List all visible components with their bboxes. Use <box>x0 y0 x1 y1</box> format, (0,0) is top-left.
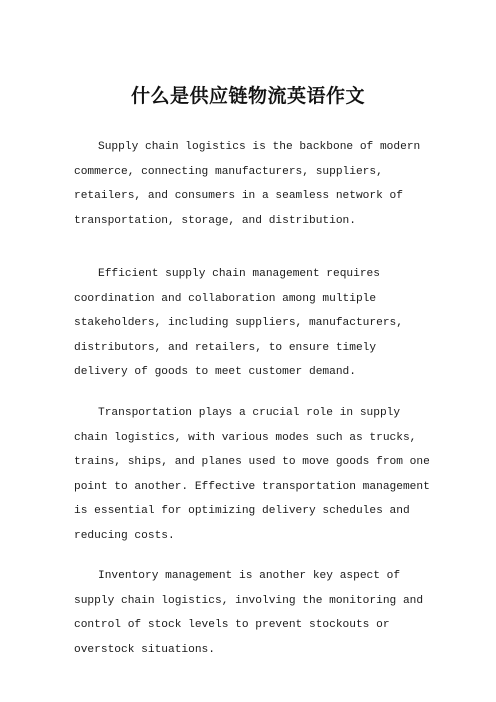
paragraph-3: Transportation plays a crucial role in supply chain logistics, with various modes such as trucks, trains, ships, and planes used to move goods from one point to another. Effective transportation management is essential for optimizing delivery schedules and reducing costs. <box>74 407 430 542</box>
paragraph-1: Supply chain logistics is the backbone of modern commerce, connecting manufacturers, suppliers, retailers, and consumers in a seamless network of transportation, storage, and distribution. <box>74 141 421 227</box>
paragraph-2: Efficient supply chain management requires coordination and collaboration among multiple stakeholders, including suppliers, manufacturers, distributors, and retailers, to ensure timely delivery of goods to meet customer demand. <box>74 268 403 379</box>
paragraph-4: Inventory management is another key aspect of supply chain logistics, involving the monitoring and control of stock levels to prevent stockouts or overstock situations. <box>74 570 424 656</box>
document-title: 什么是供应链物流英语作文 <box>130 85 365 107</box>
